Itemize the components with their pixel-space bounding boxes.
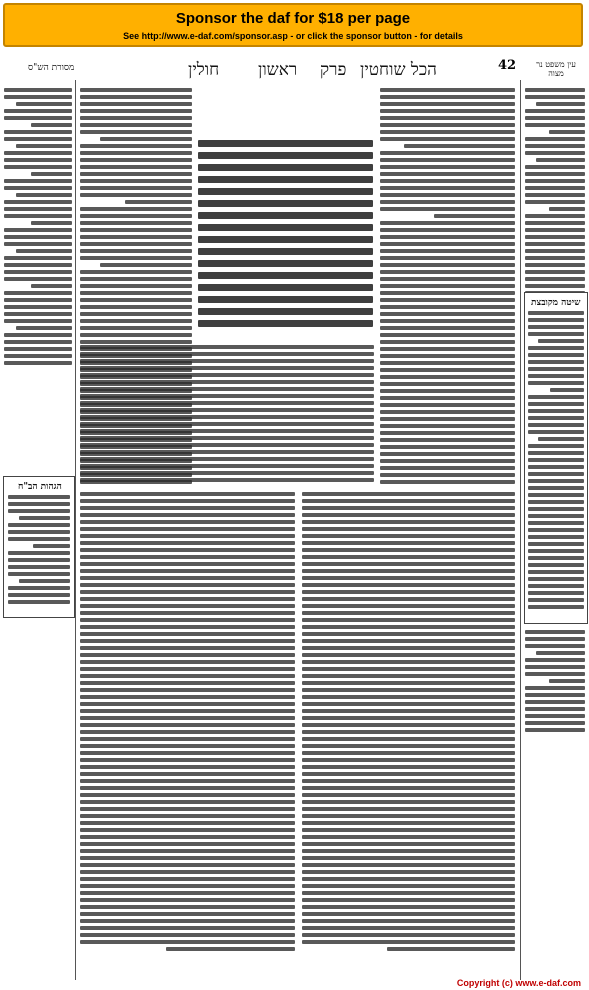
column-rule-left — [75, 80, 76, 980]
chapter-name: הכל שוחטין — [360, 60, 437, 80]
rashi-column-top — [380, 88, 515, 488]
ein-mishpat-label: עין משפט נר מצוה — [536, 60, 576, 78]
rashi-column-bottom — [302, 492, 515, 962]
gemara-main-text — [198, 140, 373, 340]
gemara-continuation — [80, 345, 374, 485]
shita-mekubetzet-title: שיטה מקובצת — [531, 298, 581, 308]
tractate-name: חולין — [188, 60, 220, 80]
hagahot-bach-title: הגהות הב"ח — [18, 482, 62, 492]
masoret-hashas-label: מסורת הש"ס — [28, 63, 75, 73]
chapter-number: ראשון — [258, 60, 298, 80]
sponsor-banner[interactable] — [3, 3, 583, 47]
copyright-notice: Copyright (c) www.e-daf.com — [456, 978, 581, 988]
hagahot-bach-box — [3, 476, 75, 618]
right-margin-lower — [525, 630, 585, 960]
column-rule-right — [520, 80, 521, 980]
sponsor-link[interactable]: See http://www.e-daf.com/sponsor.asp - or click the sponsor button - for details — [123, 31, 463, 41]
chapter-label: פרק — [320, 60, 347, 80]
shita-mekubetzet-box — [524, 292, 588, 624]
page-number: 42 — [498, 58, 517, 73]
tosafot-column-bottom — [80, 492, 295, 962]
sponsor-title: Sponsor the daf for $18 per page — [175, 10, 411, 27]
